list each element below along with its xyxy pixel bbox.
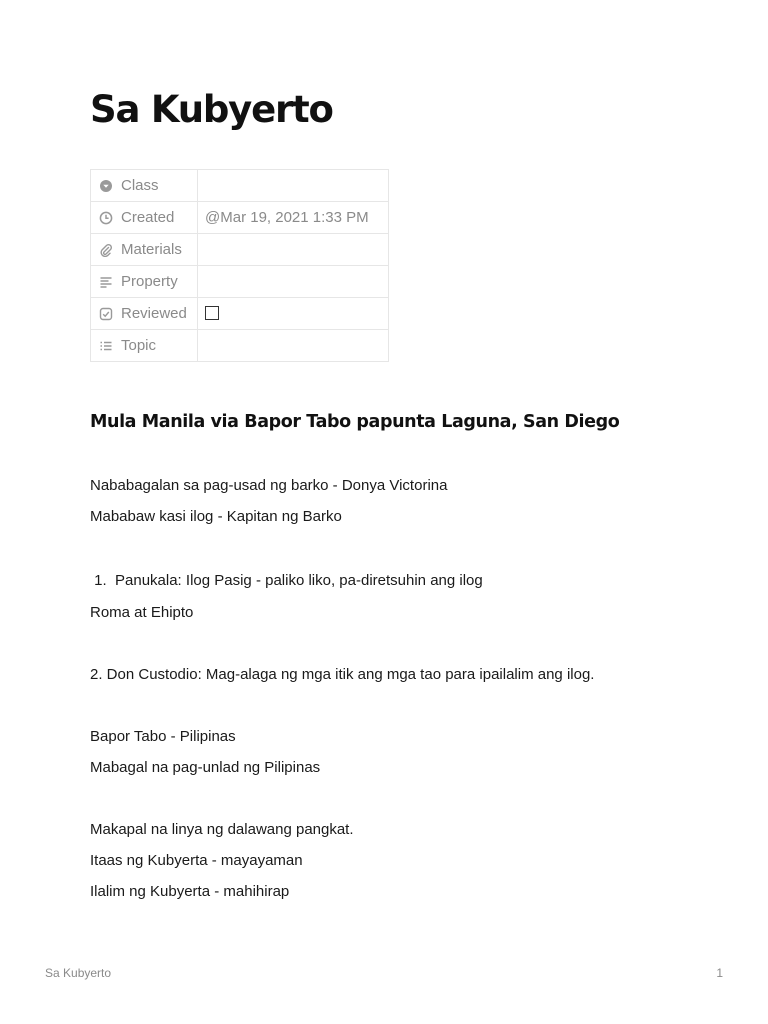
property-name: Reviewed [121, 305, 187, 322]
numbered-list-item: 1. Panukala: Ilog Pasig - paliko liko, pa-diretsuhin ang ilog [90, 572, 483, 589]
property-name-cell [91, 234, 198, 266]
property-name: Created [121, 209, 175, 226]
page-title: Sa Kubyerto [90, 88, 333, 131]
list-icon [99, 339, 113, 353]
property-name-cell [91, 266, 198, 298]
properties-table [90, 169, 389, 362]
property-row-reviewed [91, 298, 389, 330]
property-name: Topic [121, 337, 157, 354]
property-row-property [91, 266, 389, 298]
property-value-reviewed [198, 298, 389, 330]
text-line: Mababaw kasi ilog - Kapitan ng Barko [90, 508, 342, 525]
text-line: Mabagal na pag-unlad ng Pilipinas [90, 759, 321, 776]
property-value-created[interactable]: @Mar 19, 2021 1:33 PM [198, 202, 389, 234]
property-value-topic[interactable] [198, 330, 389, 362]
section-heading: Mula Manila via Bapor Tabo papunta Laguna, San Diego [90, 412, 620, 432]
property-name-cell [91, 298, 198, 330]
dropdown-circle-icon [99, 179, 113, 193]
property-name-cell [91, 330, 198, 362]
text-line: Roma at Ehipto [90, 604, 194, 621]
text-line: Nababagalan sa pag-usad ng barko - Donya Victorina [90, 477, 448, 494]
text-line: Ilalim ng Kubyerta - mahihirap [90, 883, 290, 900]
footer-title: Sa Kubyerto [45, 966, 112, 980]
property-value-property[interactable] [198, 266, 389, 298]
page-number: 1 [716, 966, 723, 980]
text-line: Makapal na linya ng dalawang pangkat. [90, 821, 354, 838]
property-row-created [91, 202, 389, 234]
property-row-topic [91, 330, 389, 362]
property-row-class [91, 170, 389, 202]
property-value-materials[interactable] [198, 234, 389, 266]
property-value-class[interactable] [198, 170, 389, 202]
property-row-materials [91, 234, 389, 266]
reviewed-checkbox[interactable] [205, 306, 219, 320]
property-name-cell [91, 170, 198, 202]
paperclip-icon [99, 243, 113, 257]
clock-icon [99, 211, 113, 225]
text-line: 2. Don Custodio: Mag-alaga ng mga itik ang mga tao para ipailalim ang ilog. [90, 666, 595, 683]
property-name: Property [121, 273, 178, 290]
text-line: Itaas ng Kubyerta - mayayaman [90, 852, 303, 869]
checkbox-icon [99, 307, 113, 321]
property-name-cell [91, 202, 198, 234]
text-lines-icon [99, 275, 113, 289]
property-name: Materials [121, 241, 182, 258]
text-line: Bapor Tabo - Pilipinas [90, 728, 236, 745]
property-name: Class [121, 177, 159, 194]
